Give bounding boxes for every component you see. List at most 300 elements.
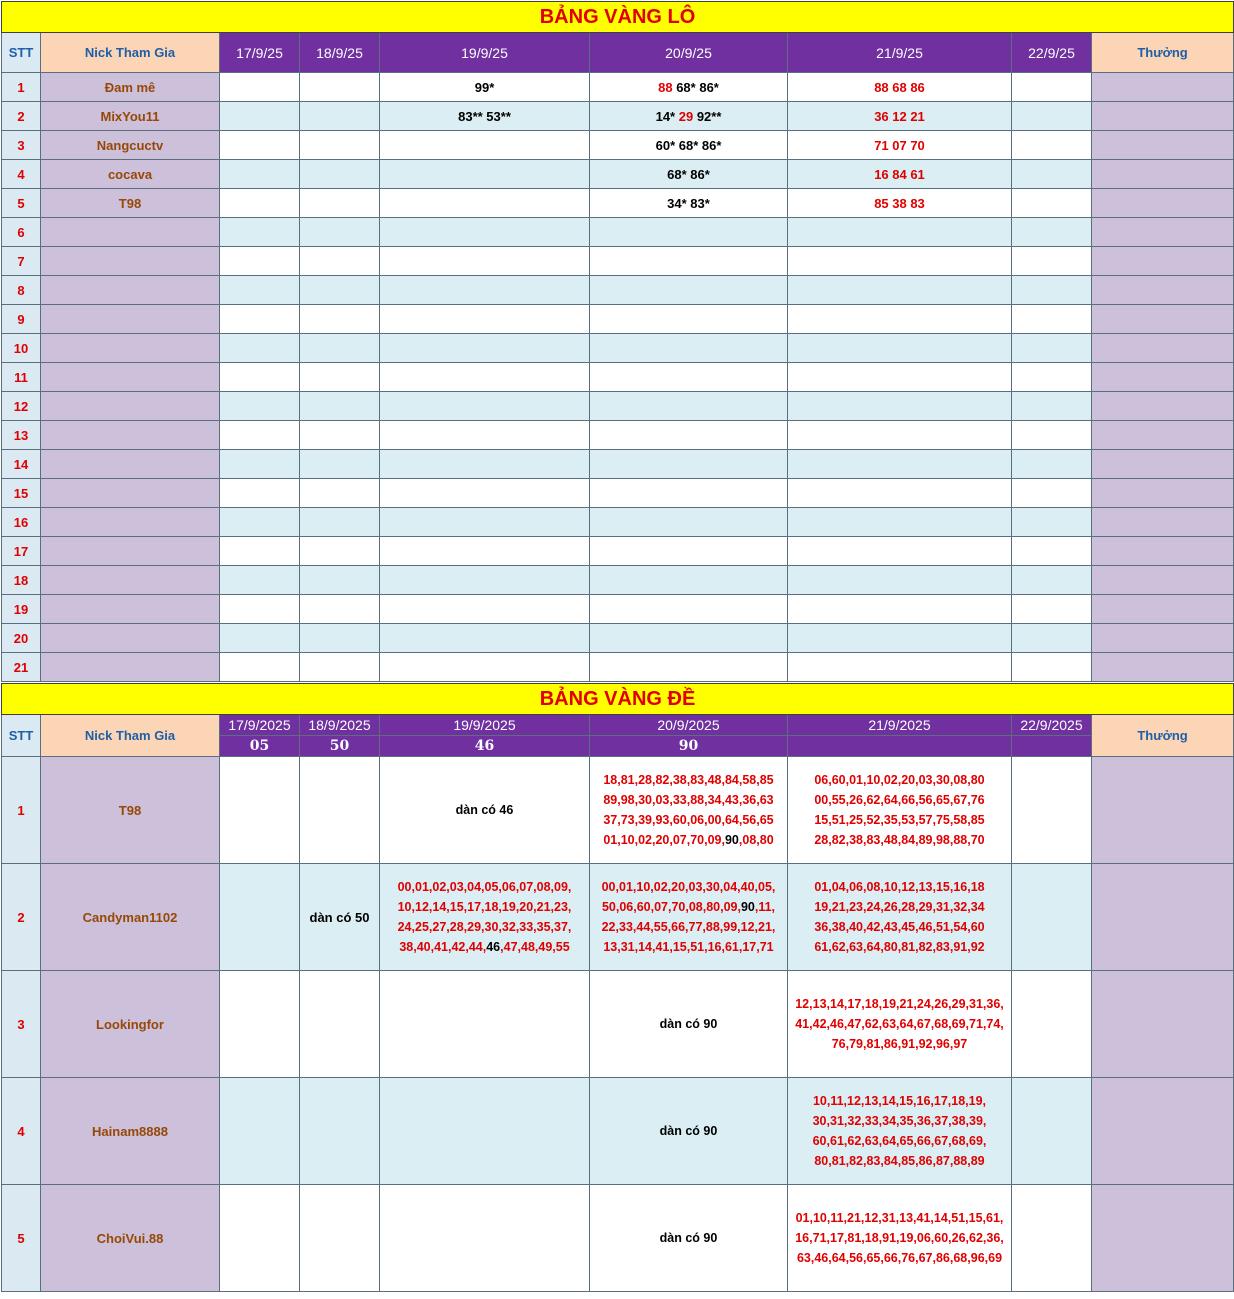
date-cell[interactable] <box>1012 392 1092 421</box>
date-cell[interactable] <box>1012 334 1092 363</box>
date-cell[interactable] <box>590 305 788 334</box>
nick-cell[interactable] <box>41 363 220 392</box>
date-cell[interactable] <box>788 971 1012 1078</box>
thuong-cell[interactable] <box>1092 537 1234 566</box>
stt-cell[interactable]: 19 <box>2 595 41 624</box>
thuong-cell[interactable] <box>1092 450 1234 479</box>
nick-cell[interactable]: Candyman1102 <box>41 864 220 971</box>
cell-text: ,47,48,49,55 <box>500 940 570 954</box>
table-row <box>2 624 1234 653</box>
nick-cell[interactable]: T98 <box>41 189 220 218</box>
date-cell[interactable] <box>380 653 590 682</box>
de-header-date: 21/9/2025 <box>788 715 1012 736</box>
date-cell[interactable] <box>788 247 1012 276</box>
stt-cell[interactable]: 7 <box>2 247 41 276</box>
cell-text: 38,40,41,42,44, <box>399 940 487 954</box>
cell-text: 99* <box>474 79 495 95</box>
date-cell[interactable] <box>220 334 300 363</box>
nick-cell[interactable] <box>41 421 220 450</box>
thuong-cell[interactable] <box>1092 305 1234 334</box>
date-cell[interactable] <box>220 971 300 1078</box>
date-cell[interactable] <box>220 450 300 479</box>
cell-line <box>788 877 1011 897</box>
thuong-cell[interactable] <box>1092 971 1234 1078</box>
date-cell[interactable] <box>590 102 788 131</box>
date-cell[interactable] <box>1012 479 1092 508</box>
date-cell[interactable] <box>590 131 788 160</box>
stt-cell[interactable]: 13 <box>2 421 41 450</box>
cell-line <box>788 917 1011 937</box>
date-cell[interactable] <box>1012 508 1092 537</box>
date-cell[interactable] <box>220 508 300 537</box>
date-cell[interactable] <box>380 1078 590 1185</box>
thuong-cell[interactable] <box>1092 131 1234 160</box>
date-cell[interactable] <box>1012 73 1092 102</box>
stt-cell[interactable]: 8 <box>2 276 41 305</box>
stt-cell[interactable]: 17 <box>2 537 41 566</box>
cell-text: 88 68 86 <box>874 79 925 95</box>
date-cell[interactable] <box>220 653 300 682</box>
table-row <box>2 189 1234 218</box>
date-cell[interactable] <box>1012 537 1092 566</box>
table-row <box>2 595 1234 624</box>
table-row <box>2 1185 1234 1292</box>
date-cell[interactable] <box>1012 450 1092 479</box>
thuong-cell[interactable] <box>1092 624 1234 653</box>
stt-cell[interactable]: 2 <box>2 102 41 131</box>
date-cell[interactable] <box>590 276 788 305</box>
stt-cell[interactable]: 5 <box>2 189 41 218</box>
thuong-cell[interactable] <box>1092 421 1234 450</box>
date-cell[interactable] <box>788 131 1012 160</box>
date-cell[interactable] <box>788 392 1012 421</box>
date-cell[interactable] <box>788 1185 1012 1292</box>
thuong-cell[interactable] <box>1092 363 1234 392</box>
date-cell[interactable] <box>1012 971 1092 1078</box>
date-cell[interactable] <box>788 508 1012 537</box>
date-cell[interactable] <box>788 276 1012 305</box>
date-cell[interactable] <box>300 392 380 421</box>
date-cell[interactable] <box>788 218 1012 247</box>
date-cell[interactable] <box>1012 595 1092 624</box>
date-cell[interactable] <box>590 1185 788 1292</box>
date-cell[interactable] <box>300 508 380 537</box>
date-cell[interactable] <box>300 1185 380 1292</box>
date-cell[interactable] <box>1012 624 1092 653</box>
nick-cell[interactable] <box>41 566 220 595</box>
date-cell[interactable] <box>788 363 1012 392</box>
date-cell[interactable] <box>220 160 300 189</box>
date-cell[interactable] <box>1012 757 1092 864</box>
nick-cell[interactable]: Nangcuctv <box>41 131 220 160</box>
cell-text: 90 <box>724 833 739 847</box>
date-cell[interactable] <box>1012 421 1092 450</box>
date-cell[interactable] <box>788 189 1012 218</box>
lo-header-date: 22/9/25 <box>1012 33 1092 73</box>
stt-cell[interactable]: 21 <box>2 653 41 682</box>
cell-text: 16 84 61 <box>874 166 925 182</box>
nick-cell[interactable] <box>41 508 220 537</box>
cell-text: 28,82,38,83,48,84,89,98,88,70 <box>814 833 985 847</box>
de-result <box>788 736 1012 757</box>
date-cell[interactable] <box>300 421 380 450</box>
cell-text: dàn có 90 <box>659 1124 718 1138</box>
cell-text: 88 <box>658 79 673 95</box>
date-cell[interactable] <box>380 566 590 595</box>
date-cell[interactable] <box>380 624 590 653</box>
stt-cell[interactable]: 12 <box>2 392 41 421</box>
date-cell[interactable] <box>300 537 380 566</box>
stt-cell[interactable]: 15 <box>2 479 41 508</box>
nick-cell[interactable] <box>41 537 220 566</box>
nick-cell[interactable] <box>41 595 220 624</box>
date-cell[interactable] <box>380 160 590 189</box>
stt-cell[interactable]: 18 <box>2 566 41 595</box>
nick-cell[interactable]: Đam mê <box>41 73 220 102</box>
date-cell[interactable] <box>590 566 788 595</box>
nick-cell[interactable] <box>41 276 220 305</box>
date-cell[interactable] <box>300 218 380 247</box>
date-cell[interactable] <box>788 334 1012 363</box>
date-cell[interactable] <box>300 864 380 971</box>
thuong-cell[interactable] <box>1092 479 1234 508</box>
stt-cell[interactable]: 4 <box>2 1078 41 1185</box>
table-row <box>2 479 1234 508</box>
stt-cell[interactable]: 20 <box>2 624 41 653</box>
cell-text: 83** 53** <box>458 108 511 124</box>
thuong-cell[interactable] <box>1092 102 1234 131</box>
date-cell[interactable] <box>220 757 300 864</box>
cell-text: 71 07 70 <box>874 137 925 153</box>
date-cell[interactable] <box>1012 131 1092 160</box>
de-header-stt: STT <box>2 715 41 757</box>
nick-cell[interactable] <box>41 653 220 682</box>
cell-line <box>788 790 1011 810</box>
date-cell[interactable] <box>380 595 590 624</box>
date-cell[interactable] <box>300 971 380 1078</box>
nick-cell[interactable]: Lookingfor <box>41 971 220 1078</box>
date-cell[interactable] <box>380 305 590 334</box>
date-cell[interactable] <box>300 73 380 102</box>
cell-text: 29 <box>678 108 694 124</box>
date-cell[interactable] <box>220 363 300 392</box>
nick-cell[interactable]: Hainam8888 <box>41 1078 220 1185</box>
thuong-cell[interactable] <box>1092 73 1234 102</box>
thuong-cell[interactable] <box>1092 595 1234 624</box>
cell-text: 13,31,14,41,15,51,16,61,17,71 <box>603 940 774 954</box>
date-cell[interactable] <box>220 595 300 624</box>
de-result: 50 <box>300 736 380 757</box>
table-row <box>2 450 1234 479</box>
stt-cell[interactable]: 5 <box>2 1185 41 1292</box>
date-cell[interactable] <box>788 537 1012 566</box>
date-cell[interactable] <box>220 102 300 131</box>
stt-cell[interactable]: 1 <box>2 757 41 864</box>
nick-cell[interactable] <box>41 247 220 276</box>
date-cell[interactable] <box>788 864 1012 971</box>
table-row <box>2 1078 1234 1185</box>
cell-text: 60* 68* 86* <box>655 137 722 153</box>
date-cell[interactable] <box>590 247 788 276</box>
date-cell[interactable] <box>380 334 590 363</box>
date-cell[interactable] <box>220 276 300 305</box>
date-cell[interactable] <box>1012 363 1092 392</box>
stt-cell[interactable]: 4 <box>2 160 41 189</box>
date-cell[interactable] <box>380 363 590 392</box>
cell-text: 00,01,10,02,20,03,30,04,40,05, <box>601 880 776 894</box>
date-cell[interactable] <box>380 971 590 1078</box>
date-cell[interactable] <box>380 537 590 566</box>
thuong-cell[interactable] <box>1092 508 1234 537</box>
stt-cell[interactable]: 3 <box>2 131 41 160</box>
table-row <box>2 160 1234 189</box>
thuong-cell[interactable] <box>1092 189 1234 218</box>
thuong-cell[interactable] <box>1092 247 1234 276</box>
date-cell[interactable] <box>590 624 788 653</box>
nick-cell[interactable] <box>41 450 220 479</box>
date-cell[interactable] <box>788 1078 1012 1185</box>
date-cell[interactable] <box>300 102 380 131</box>
date-cell[interactable] <box>220 421 300 450</box>
nick-cell[interactable] <box>41 624 220 653</box>
date-cell[interactable] <box>380 102 590 131</box>
cell-text: 10,11,12,13,14,15,16,17,18,19, <box>812 1094 987 1108</box>
date-cell[interactable] <box>788 757 1012 864</box>
cell-line <box>788 1228 1011 1248</box>
table-row <box>2 73 1234 102</box>
stt-cell[interactable]: 9 <box>2 305 41 334</box>
stt-cell[interactable]: 2 <box>2 864 41 971</box>
date-cell[interactable] <box>300 479 380 508</box>
date-cell[interactable] <box>590 421 788 450</box>
date-cell[interactable] <box>590 363 788 392</box>
thuong-cell[interactable] <box>1092 276 1234 305</box>
cell-text: 80,81,82,83,84,85,86,87,88,89 <box>814 1154 985 1168</box>
de-header-date: 18/9/2025 <box>300 715 380 736</box>
table-row <box>2 247 1234 276</box>
date-cell[interactable] <box>1012 218 1092 247</box>
cell-text: ,11, <box>754 900 776 914</box>
stt-cell[interactable]: 6 <box>2 218 41 247</box>
stt-cell[interactable]: 11 <box>2 363 41 392</box>
nick-cell[interactable] <box>41 392 220 421</box>
date-cell[interactable] <box>300 305 380 334</box>
date-cell[interactable] <box>788 73 1012 102</box>
table-row <box>2 971 1234 1078</box>
table-row <box>2 131 1234 160</box>
date-cell[interactable] <box>220 247 300 276</box>
lo-header-nick: Nick Tham Gia <box>41 33 220 73</box>
date-cell[interactable] <box>300 757 380 864</box>
stt-cell[interactable]: 10 <box>2 334 41 363</box>
date-cell[interactable] <box>590 537 788 566</box>
date-cell[interactable] <box>380 421 590 450</box>
nick-cell[interactable] <box>41 305 220 334</box>
cell-line <box>590 937 787 957</box>
thuong-cell[interactable] <box>1092 864 1234 971</box>
date-cell[interactable] <box>1012 305 1092 334</box>
date-cell[interactable] <box>788 595 1012 624</box>
date-cell[interactable] <box>590 971 788 1078</box>
thuong-cell[interactable] <box>1092 1078 1234 1185</box>
thuong-cell[interactable] <box>1092 566 1234 595</box>
cell-line <box>788 1111 1011 1131</box>
date-cell[interactable] <box>590 508 788 537</box>
cell-line <box>590 830 787 850</box>
stt-cell[interactable]: 14 <box>2 450 41 479</box>
date-cell[interactable] <box>788 653 1012 682</box>
date-cell[interactable] <box>590 757 788 864</box>
date-cell[interactable] <box>1012 1078 1092 1185</box>
date-cell[interactable] <box>380 1185 590 1292</box>
date-cell[interactable] <box>1012 276 1092 305</box>
de-header-thuong: Thưởng <box>1092 715 1234 757</box>
date-cell[interactable] <box>220 73 300 102</box>
date-cell[interactable] <box>220 189 300 218</box>
cell-text: 61,62,63,64,80,81,82,83,91,92 <box>814 940 985 954</box>
date-cell[interactable] <box>788 566 1012 595</box>
date-cell[interactable] <box>590 392 788 421</box>
date-cell[interactable] <box>300 653 380 682</box>
date-cell[interactable] <box>788 305 1012 334</box>
date-cell[interactable] <box>380 218 590 247</box>
nick-cell[interactable] <box>41 479 220 508</box>
date-cell[interactable] <box>380 189 590 218</box>
date-cell[interactable] <box>380 479 590 508</box>
date-cell[interactable] <box>300 334 380 363</box>
cell-text: dàn có 90 <box>659 1231 718 1245</box>
date-cell[interactable] <box>1012 247 1092 276</box>
date-cell[interactable] <box>590 1078 788 1185</box>
thuong-cell[interactable] <box>1092 218 1234 247</box>
date-cell[interactable] <box>1012 189 1092 218</box>
date-cell[interactable] <box>300 131 380 160</box>
date-cell[interactable] <box>1012 653 1092 682</box>
thuong-cell[interactable] <box>1092 160 1234 189</box>
cell-text: 06,60,01,10,02,20,03,30,08,80 <box>814 773 985 787</box>
date-cell[interactable] <box>788 160 1012 189</box>
date-cell[interactable] <box>300 247 380 276</box>
date-cell[interactable] <box>590 595 788 624</box>
date-cell[interactable] <box>300 450 380 479</box>
nick-cell[interactable]: ChoiVui.88 <box>41 1185 220 1292</box>
date-cell[interactable] <box>590 218 788 247</box>
date-cell[interactable] <box>220 392 300 421</box>
date-cell[interactable] <box>590 160 788 189</box>
date-cell[interactable] <box>590 334 788 363</box>
lo-header-date: 18/9/25 <box>300 33 380 73</box>
date-cell[interactable] <box>380 247 590 276</box>
de-header-date: 17/9/2025 <box>220 715 300 736</box>
date-cell[interactable] <box>220 624 300 653</box>
date-cell[interactable] <box>1012 160 1092 189</box>
nick-cell[interactable]: cocava <box>41 160 220 189</box>
cell-text: 19,21,23,24,26,28,29,31,32,34 <box>814 900 985 914</box>
date-cell[interactable] <box>220 1185 300 1292</box>
cell-text: 76,79,81,86,91,92,96,97 <box>831 1037 968 1051</box>
nick-cell[interactable] <box>41 334 220 363</box>
date-cell[interactable] <box>300 1078 380 1185</box>
cell-text: 90 <box>740 900 755 914</box>
table-row <box>2 392 1234 421</box>
date-cell[interactable] <box>380 73 590 102</box>
date-cell[interactable] <box>300 566 380 595</box>
stt-cell[interactable]: 3 <box>2 971 41 1078</box>
cell-text: 16,71,17,81,18,91,19,06,60,26,62,36, <box>795 1231 1004 1245</box>
date-cell[interactable] <box>1012 864 1092 971</box>
table-row <box>2 334 1234 363</box>
date-cell[interactable] <box>788 102 1012 131</box>
nick-cell[interactable]: T98 <box>41 757 220 864</box>
date-cell[interactable] <box>300 276 380 305</box>
date-cell[interactable] <box>220 131 300 160</box>
table-row <box>2 363 1234 392</box>
date-cell[interactable] <box>1012 1185 1092 1292</box>
date-cell[interactable] <box>300 160 380 189</box>
date-cell[interactable] <box>220 537 300 566</box>
date-cell[interactable] <box>1012 102 1092 131</box>
cell-line <box>788 1208 1011 1228</box>
stt-cell[interactable]: 16 <box>2 508 41 537</box>
date-cell[interactable] <box>788 479 1012 508</box>
date-cell[interactable] <box>1012 566 1092 595</box>
de-result: 05 <box>220 736 300 757</box>
cell-text: 30,31,32,33,34,35,36,37,38,39, <box>812 1114 987 1128</box>
date-cell[interactable] <box>380 757 590 864</box>
date-cell[interactable] <box>380 450 590 479</box>
nick-cell[interactable] <box>41 218 220 247</box>
date-cell[interactable] <box>220 218 300 247</box>
date-cell[interactable] <box>590 653 788 682</box>
thuong-cell[interactable] <box>1092 1185 1234 1292</box>
date-cell[interactable] <box>300 189 380 218</box>
stt-cell[interactable]: 1 <box>2 73 41 102</box>
thuong-cell[interactable] <box>1092 392 1234 421</box>
date-cell[interactable] <box>220 566 300 595</box>
date-cell[interactable] <box>300 624 380 653</box>
date-cell[interactable] <box>590 450 788 479</box>
date-cell[interactable] <box>590 73 788 102</box>
cell-text: 10,12,14,15,17,18,19,20,21,23, <box>397 900 572 914</box>
date-cell[interactable] <box>220 479 300 508</box>
date-cell[interactable] <box>788 450 1012 479</box>
lo-header-date: 20/9/25 <box>590 33 788 73</box>
cell-text: 68* 86* <box>672 79 719 95</box>
date-cell[interactable] <box>220 305 300 334</box>
date-cell[interactable] <box>380 508 590 537</box>
date-cell[interactable] <box>590 189 788 218</box>
date-cell[interactable] <box>788 624 1012 653</box>
date-cell[interactable] <box>300 595 380 624</box>
thuong-cell[interactable] <box>1092 653 1234 682</box>
date-cell[interactable] <box>590 479 788 508</box>
date-cell[interactable] <box>220 864 300 971</box>
date-cell[interactable] <box>380 392 590 421</box>
date-cell[interactable] <box>788 421 1012 450</box>
nick-cell[interactable]: MixYou11 <box>41 102 220 131</box>
cell-text: 01,10,11,21,12,31,13,41,14,51,15,61, <box>795 1211 1004 1225</box>
date-cell[interactable] <box>590 864 788 971</box>
date-cell[interactable] <box>380 276 590 305</box>
cell-text: 01,04,06,08,10,12,13,15,16,18 <box>814 880 985 894</box>
cell-text: 12,13,14,17,18,19,21,24,26,29,31,36, <box>795 997 1004 1011</box>
date-cell[interactable] <box>300 363 380 392</box>
date-cell[interactable] <box>380 131 590 160</box>
date-cell[interactable] <box>220 1078 300 1185</box>
thuong-cell[interactable] <box>1092 757 1234 864</box>
thuong-cell[interactable] <box>1092 334 1234 363</box>
date-cell[interactable] <box>380 864 590 971</box>
